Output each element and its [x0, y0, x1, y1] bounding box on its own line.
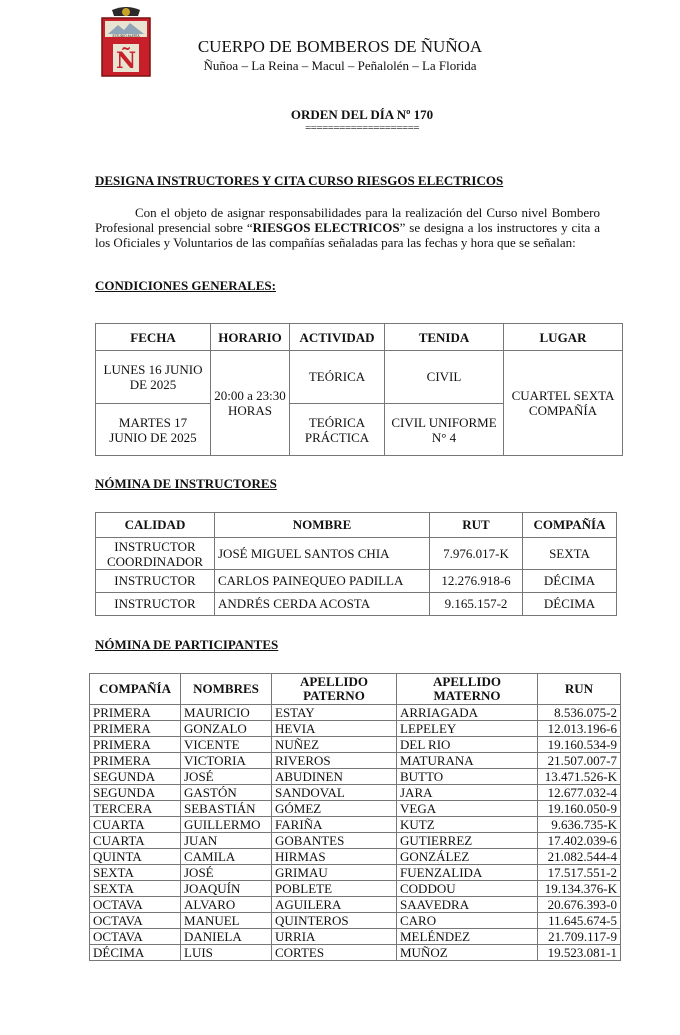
run-cell: 9.636.735-K: [538, 817, 621, 833]
apellido-materno-cell: ARRIAGADA: [397, 705, 538, 721]
compania-cell: OCTAVA: [90, 929, 181, 945]
table-row: [90, 817, 621, 833]
org-towns: Ñuñoa – La Reina – Macul – Peñalolén – La Florida: [203, 58, 477, 73]
col-run: RUN: [538, 674, 621, 705]
col-horario: HORARIO: [211, 324, 290, 351]
fecha-cell: MARTES 17 JUNIO DE 2025: [96, 404, 211, 456]
table-row: [90, 801, 621, 817]
apellido-paterno-cell: QUINTEROS: [272, 913, 397, 929]
run-cell: 17.402.039-6: [538, 833, 621, 849]
subject-heading: DESIGNA INSTRUCTORES Y CITA CURSO RIESGOS ELECTRICOS: [95, 173, 504, 188]
apellido-paterno-cell: RIVEROS: [272, 753, 397, 769]
conditions-header-row: [96, 324, 623, 351]
conditions-heading: CONDICIONES GENERALES:: [95, 278, 276, 293]
col-actividad: ACTIVIDAD: [290, 324, 385, 351]
apellido-paterno-cell: URRIA: [272, 929, 397, 945]
run-cell: 17.517.551-2: [538, 865, 621, 881]
table-row: [96, 570, 617, 593]
nombres-cell: DANIELA: [181, 929, 272, 945]
order-title: ORDEN DEL DÍA Nº 170: [290, 107, 434, 122]
participants-table: [89, 673, 621, 961]
compania-cell: PRIMERA: [90, 705, 181, 721]
table-row: [96, 538, 617, 570]
col-rut: RUT: [430, 513, 523, 538]
run-cell: 20.676.393-0: [538, 897, 621, 913]
apellido-paterno-cell: GRIMAU: [272, 865, 397, 881]
fire-department-logo: [100, 6, 152, 78]
col-compania: COMPAÑÍA: [523, 513, 617, 538]
compania-cell: SEGUNDA: [90, 769, 181, 785]
conditions-row: [96, 351, 623, 404]
nombres-cell: GASTÓN: [181, 785, 272, 801]
apellido-paterno-cell: AGUILERA: [272, 897, 397, 913]
fecha-cell: LUNES 16 JUNIO DE 2025: [96, 351, 211, 404]
logo-motto: ESTUDIO ALERTA: [112, 34, 140, 38]
actividad-cell: TEÓRICA PRÁCTICA: [290, 404, 385, 456]
rut-cell: 9.165.157-2: [430, 593, 523, 616]
run-cell: 13.471.526-K: [538, 769, 621, 785]
apellido-materno-cell: SAAVEDRA: [397, 897, 538, 913]
participants-heading: NÓMINA DE PARTICIPANTES: [95, 637, 279, 652]
compania-cell: OCTAVA: [90, 913, 181, 929]
table-row: [90, 897, 621, 913]
run-cell: 8.536.075-2: [538, 705, 621, 721]
lugar-cell: CUARTEL SEXTA COMPAÑÍA: [504, 351, 623, 456]
table-row: [90, 785, 621, 801]
intro-paragraph: [95, 205, 600, 250]
apellido-materno-cell: GUTIERREZ: [397, 833, 538, 849]
compania-cell: TERCERA: [90, 801, 181, 817]
org-title: CUERPO DE BOMBEROS DE ÑUÑOA: [197, 37, 483, 56]
paragraph-part2: ” se designa a los instructores y cita a los Oficiales y Voluntarios de las compañías señaladas para las fechas y hora que se señalan:: [95, 220, 600, 250]
nombre-cell: CARLOS PAINEQUEO PADILLA: [215, 570, 430, 593]
compania-cell: DÉCIMA: [523, 570, 617, 593]
table-row: [90, 737, 621, 753]
apellido-materno-cell: DEL RIO: [397, 737, 538, 753]
col-nombres: NOMBRES: [181, 674, 272, 705]
compania-cell: CUARTA: [90, 833, 181, 849]
run-cell: 21.507.007-7: [538, 753, 621, 769]
order-rule: ====================: [304, 122, 420, 134]
apellido-paterno-cell: POBLETE: [272, 881, 397, 897]
tenida-cell: CIVIL UNIFORME N° 4: [385, 404, 504, 456]
table-row: [90, 945, 621, 961]
compania-cell: SEXTA: [523, 538, 617, 570]
calidad-cell: INSTRUCTOR: [96, 593, 215, 616]
apellido-paterno-cell: HIRMAS: [272, 849, 397, 865]
instructors-heading: NÓMINA DE INSTRUCTORES: [95, 476, 277, 491]
instructors-header-row: [96, 513, 617, 538]
run-cell: 19.160.050-9: [538, 801, 621, 817]
run-cell: 21.082.544-4: [538, 849, 621, 865]
apellido-materno-cell: BUTTO: [397, 769, 538, 785]
nombres-cell: LUIS: [181, 945, 272, 961]
apellido-paterno-cell: HEVIA: [272, 721, 397, 737]
compania-cell: SEXTA: [90, 881, 181, 897]
table-row: [90, 753, 621, 769]
table-row: [90, 929, 621, 945]
nombres-cell: VICENTE: [181, 737, 272, 753]
apellido-paterno-cell: NUÑEZ: [272, 737, 397, 753]
conditions-table: [95, 323, 623, 456]
nombre-cell: ANDRÉS CERDA ACOSTA: [215, 593, 430, 616]
apellido-materno-cell: JARA: [397, 785, 538, 801]
nombres-cell: SEBASTIÁN: [181, 801, 272, 817]
apellido-materno-cell: FUENZALIDA: [397, 865, 538, 881]
table-row: [90, 913, 621, 929]
apellido-materno-cell: KUTZ: [397, 817, 538, 833]
apellido-materno-cell: CARO: [397, 913, 538, 929]
apellido-materno-cell: MELÉNDEZ: [397, 929, 538, 945]
table-row: [90, 865, 621, 881]
table-row: [96, 593, 617, 616]
table-row: [90, 833, 621, 849]
compania-cell: PRIMERA: [90, 753, 181, 769]
run-cell: 11.645.674-5: [538, 913, 621, 929]
table-row: [90, 769, 621, 785]
calidad-cell: INSTRUCTOR: [96, 570, 215, 593]
apellido-paterno-cell: FARIÑA: [272, 817, 397, 833]
logo-letter: Ñ: [115, 48, 137, 74]
table-row: [90, 849, 621, 865]
compania-cell: QUINTA: [90, 849, 181, 865]
apellido-materno-cell: GONZÁLEZ: [397, 849, 538, 865]
compania-cell: SEGUNDA: [90, 785, 181, 801]
participants-header-row: [90, 674, 621, 705]
run-cell: 19.134.376-K: [538, 881, 621, 897]
table-row: [90, 721, 621, 737]
nombres-cell: GONZALO: [181, 721, 272, 737]
run-cell: 19.160.534-9: [538, 737, 621, 753]
apellido-materno-cell: VEGA: [397, 801, 538, 817]
paragraph-bold: RIESGOS ELECTRICOS: [252, 220, 400, 235]
compania-cell: PRIMERA: [90, 721, 181, 737]
apellido-paterno-cell: ESTAY: [272, 705, 397, 721]
col-nombre: NOMBRE: [215, 513, 430, 538]
participants-body: [90, 705, 621, 961]
run-cell: 19.523.081-1: [538, 945, 621, 961]
paragraph-part1: Con el objeto de asignar responsabilidades para la realización del Curso nivel Bombero Profesional presencial sobre “: [95, 205, 600, 235]
col-tenida: TENIDA: [385, 324, 504, 351]
apellido-paterno-cell: GOBANTES: [272, 833, 397, 849]
run-cell: 12.677.032-4: [538, 785, 621, 801]
col-apellido-paterno: APELLIDO PATERNO: [272, 674, 397, 705]
col-calidad: CALIDAD: [96, 513, 215, 538]
nombres-cell: MAURICIO: [181, 705, 272, 721]
nombres-cell: JUAN: [181, 833, 272, 849]
apellido-materno-cell: CODDOU: [397, 881, 538, 897]
horario-cell: 20:00 a 23:30 HORAS: [211, 351, 290, 456]
compania-cell: DÉCIMA: [90, 945, 181, 961]
apellido-paterno-cell: ABUDINEN: [272, 769, 397, 785]
nombres-cell: JOSÉ: [181, 769, 272, 785]
nombres-cell: GUILLERMO: [181, 817, 272, 833]
table-row: [90, 881, 621, 897]
instructors-table: [95, 512, 617, 616]
nombres-cell: MANUEL: [181, 913, 272, 929]
nombres-cell: CAMILA: [181, 849, 272, 865]
tenida-cell: CIVIL: [385, 351, 504, 404]
compania-cell: DÉCIMA: [523, 593, 617, 616]
nombres-cell: JOAQUÍN: [181, 881, 272, 897]
table-row: [90, 705, 621, 721]
col-compania: COMPAÑÍA: [90, 674, 181, 705]
apellido-paterno-cell: CORTES: [272, 945, 397, 961]
apellido-materno-cell: MUÑOZ: [397, 945, 538, 961]
col-fecha: FECHA: [96, 324, 211, 351]
apellido-materno-cell: LEPELEY: [397, 721, 538, 737]
apellido-paterno-cell: SANDOVAL: [272, 785, 397, 801]
nombres-cell: VICTORIA: [181, 753, 272, 769]
rut-cell: 12.276.918-6: [430, 570, 523, 593]
calidad-cell: INSTRUCTOR COORDINADOR: [96, 538, 215, 570]
apellido-paterno-cell: GÓMEZ: [272, 801, 397, 817]
nombres-cell: ALVARO: [181, 897, 272, 913]
compania-cell: CUARTA: [90, 817, 181, 833]
actividad-cell: TEÓRICA: [290, 351, 385, 404]
rut-cell: 7.976.017-K: [430, 538, 523, 570]
nombre-cell: JOSÉ MIGUEL SANTOS CHIA: [215, 538, 430, 570]
nombres-cell: JOSÉ: [181, 865, 272, 881]
run-cell: 12.013.196-6: [538, 721, 621, 737]
run-cell: 21.709.117-9: [538, 929, 621, 945]
compania-cell: OCTAVA: [90, 897, 181, 913]
compania-cell: SEXTA: [90, 865, 181, 881]
compania-cell: PRIMERA: [90, 737, 181, 753]
col-lugar: LUGAR: [504, 324, 623, 351]
apellido-materno-cell: MATURANA: [397, 753, 538, 769]
col-apellido-materno: APELLIDO MATERNO: [397, 674, 538, 705]
